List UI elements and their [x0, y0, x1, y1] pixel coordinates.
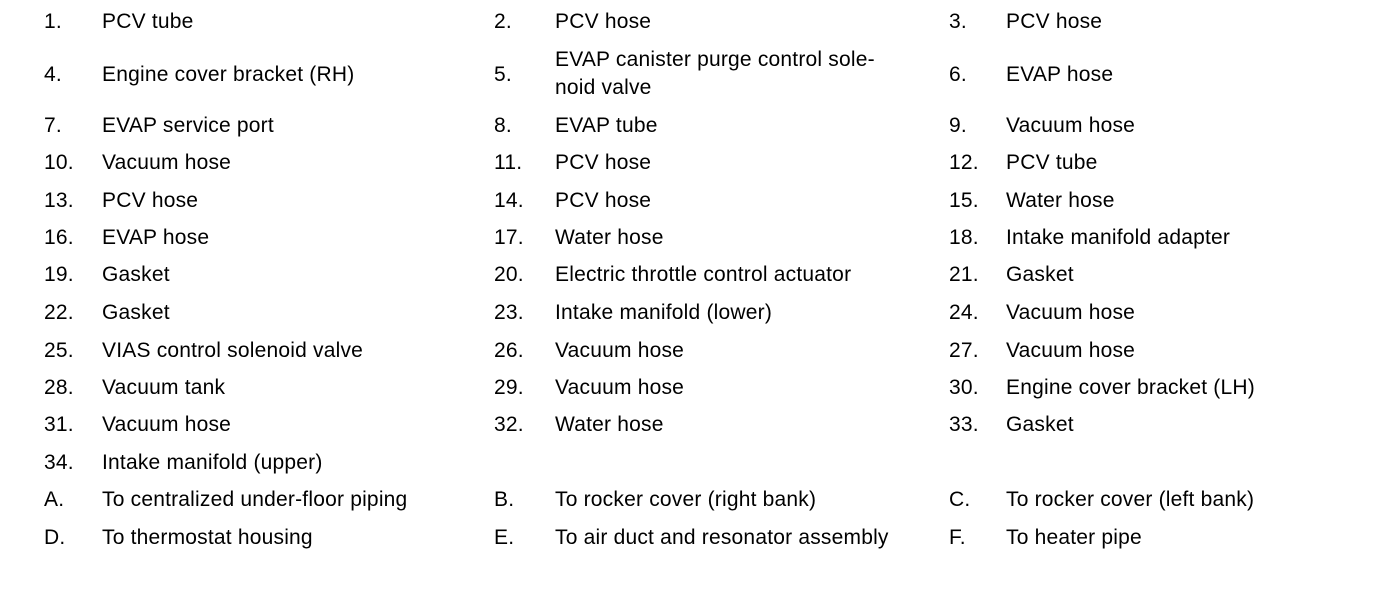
item-label: EVAP tube [555, 114, 658, 137]
item-label: Intake manifold (lower) [555, 301, 773, 324]
item-number: 24. [949, 301, 979, 324]
item-label: PCV hose [1006, 10, 1103, 33]
item-number: 19. [44, 263, 74, 286]
item-number: 32. [494, 413, 524, 436]
item-number: 21. [949, 263, 979, 286]
item-label: Engine cover bracket (LH) [1006, 376, 1255, 399]
item-letter: D. [44, 526, 66, 549]
item-label: Vacuum hose [1006, 114, 1136, 137]
item-label: Engine cover bracket (RH) [102, 63, 355, 86]
item-label-continued: noid valve [555, 76, 652, 99]
item-number: 29. [494, 376, 524, 399]
item-number: 17. [494, 226, 524, 249]
item-number: 9. [949, 114, 967, 137]
item-label: To heater pipe [1006, 526, 1142, 549]
item-label: Vacuum hose [1006, 339, 1136, 362]
item-label: PCV hose [102, 189, 199, 212]
item-number: 13. [44, 189, 74, 212]
item-label: Vacuum hose [1006, 301, 1136, 324]
item-label: Electric throttle control actuator [555, 263, 852, 286]
item-label: PCV hose [555, 10, 652, 33]
item-number: 16. [44, 226, 74, 249]
item-letter: A. [44, 488, 65, 511]
item-label: Vacuum hose [102, 413, 232, 436]
item-label: Gasket [102, 301, 170, 324]
item-label: Gasket [102, 263, 170, 286]
item-letter: C. [949, 488, 971, 511]
item-label: PCV hose [555, 189, 652, 212]
item-label: EVAP service port [102, 114, 274, 137]
item-number: 10. [44, 151, 74, 174]
item-label: EVAP hose [102, 226, 210, 249]
item-label: EVAP hose [1006, 63, 1114, 86]
item-number: 23. [494, 301, 524, 324]
item-label: PCV tube [102, 10, 194, 33]
item-label: To thermostat housing [102, 526, 313, 549]
item-label: To air duct and resonator assembly [555, 526, 889, 549]
item-number: 14. [494, 189, 524, 212]
item-number: 8. [494, 114, 512, 137]
item-number: 11. [494, 151, 523, 174]
item-label: PCV hose [555, 151, 652, 174]
item-label: Vacuum hose [555, 376, 685, 399]
item-number: 20. [494, 263, 524, 286]
item-number: 15. [949, 189, 979, 212]
item-label: Intake manifold adapter [1006, 226, 1231, 249]
item-number: 5. [494, 63, 512, 86]
item-number: 18. [949, 226, 979, 249]
item-letter: E. [494, 526, 515, 549]
item-label: Vacuum tank [102, 376, 226, 399]
item-number: 34. [44, 451, 74, 474]
item-number: 4. [44, 63, 62, 86]
item-label: Intake manifold (upper) [102, 451, 323, 474]
item-number: 3. [949, 10, 967, 33]
item-label: PCV tube [1006, 151, 1098, 174]
item-number: 27. [949, 339, 979, 362]
item-number: 33. [949, 413, 979, 436]
item-label: Water hose [555, 413, 664, 436]
item-number: 2. [494, 10, 512, 33]
item-label: To rocker cover (left bank) [1006, 488, 1255, 511]
item-number: 22. [44, 301, 74, 324]
item-label: Water hose [555, 226, 664, 249]
item-number: 6. [949, 63, 967, 86]
item-number: 30. [949, 376, 979, 399]
item-label: Gasket [1006, 413, 1074, 436]
item-number: 12. [949, 151, 979, 174]
item-label: EVAP canister purge control sole- [555, 48, 875, 71]
item-label: Vacuum hose [555, 339, 685, 362]
item-letter: F. [949, 526, 966, 549]
item-number: 1. [44, 10, 62, 33]
item-label: Water hose [1006, 189, 1115, 212]
item-number: 28. [44, 376, 74, 399]
item-label: To rocker cover (right bank) [555, 488, 817, 511]
item-number: 7. [44, 114, 62, 137]
item-number: 26. [494, 339, 524, 362]
item-number: 31. [44, 413, 74, 436]
item-label: To centralized under-floor piping [102, 488, 408, 511]
item-letter: B. [494, 488, 515, 511]
item-label: Gasket [1006, 263, 1074, 286]
item-number: 25. [44, 339, 74, 362]
item-label: Vacuum hose [102, 151, 232, 174]
item-label: VIAS control solenoid valve [102, 339, 364, 362]
